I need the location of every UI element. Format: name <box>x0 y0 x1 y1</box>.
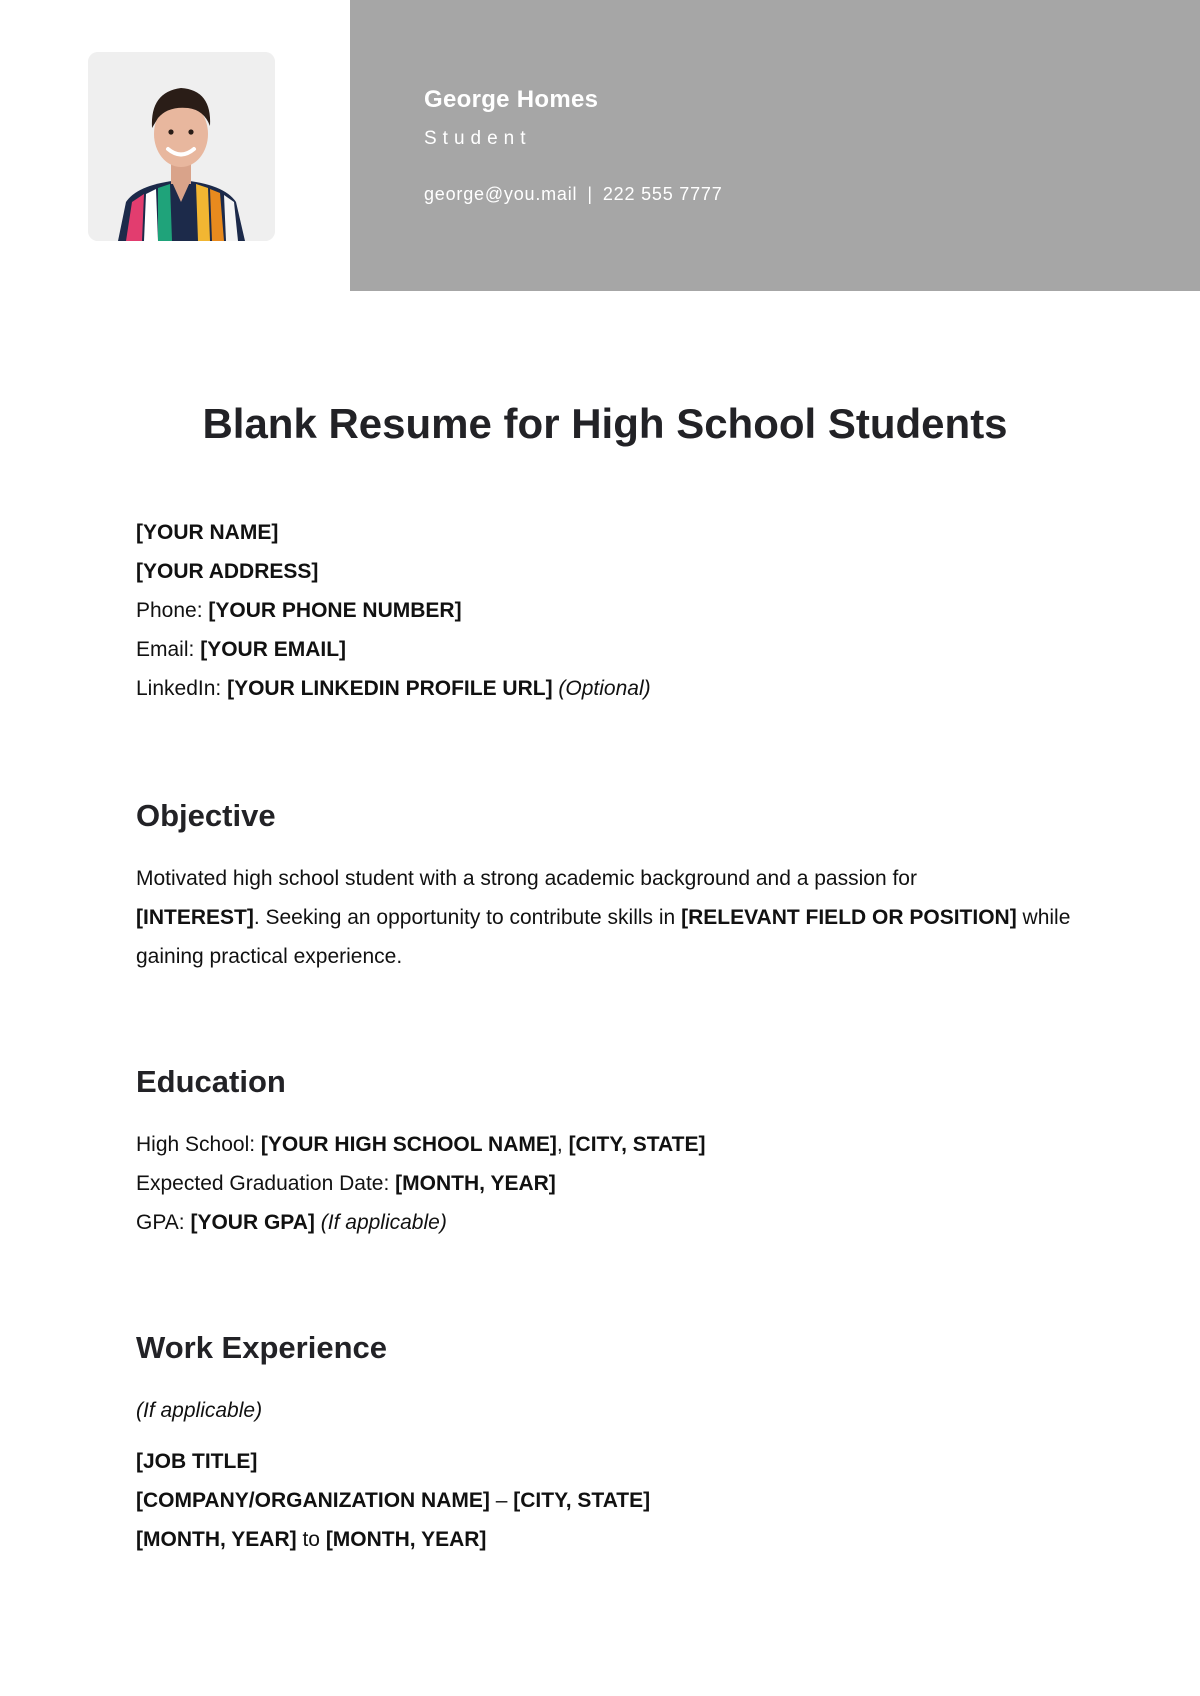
header-email[interactable]: george@you.mail <box>424 184 578 204</box>
contact-phone-label: Phone: <box>136 599 203 622</box>
work-company: [COMPANY/ORGANIZATION NAME] <box>136 1489 490 1512</box>
objective-paragraph <box>136 859 1076 976</box>
work-block <box>136 1391 1076 1559</box>
education-block <box>136 1125 1076 1242</box>
education-school-value: [YOUR HIGH SCHOOL NAME] <box>260 1133 557 1156</box>
work-job-title: [JOB TITLE] <box>136 1450 258 1473</box>
profile-photo-illustration <box>88 52 275 241</box>
education-gpa-note: (If applicable) <box>320 1211 447 1234</box>
education-grad-value: [MONTH, YEAR] <box>395 1172 556 1195</box>
objective-block <box>136 859 1076 976</box>
contact-phone-value: [YOUR PHONE NUMBER] <box>208 599 462 622</box>
education-grad-line <box>136 1164 1076 1203</box>
education-gpa-label: GPA: <box>136 1211 185 1234</box>
work-to: to <box>302 1528 320 1551</box>
header-separator: | <box>587 184 593 204</box>
work-dash: – <box>495 1489 508 1512</box>
education-school-line <box>136 1125 1076 1164</box>
contact-linkedin-note: (Optional) <box>558 677 651 700</box>
education-school-comma: , <box>556 1133 563 1156</box>
contact-name: [YOUR NAME] <box>136 521 279 544</box>
work-location: [CITY, STATE] <box>513 1489 651 1512</box>
contact-linkedin-line <box>136 669 1076 708</box>
header-contact <box>424 184 723 205</box>
contact-phone-line <box>136 591 1076 630</box>
contact-linkedin-label: LinkedIn: <box>136 677 222 700</box>
work-note: (If applicable) <box>136 1399 263 1422</box>
education-gpa-line <box>136 1203 1076 1242</box>
work-dates-line <box>136 1520 1076 1559</box>
education-gpa-value: [YOUR GPA] <box>190 1211 315 1234</box>
document-title: Blank Resume for High School Students <box>202 400 1008 447</box>
header-name: George Homes <box>424 86 599 113</box>
contact-linkedin-value: [YOUR LINKEDIN PROFILE URL] <box>227 677 553 700</box>
contact-email-line <box>136 630 1076 669</box>
work-end: [MONTH, YEAR] <box>325 1528 487 1551</box>
education-school-label: High School: <box>136 1133 256 1156</box>
objective-text-1: Motivated high school student with a strong academic background and a passion for <box>136 867 917 890</box>
education-grad-label: Expected Graduation Date: <box>136 1172 390 1195</box>
objective-text-2: . Seeking an opportunity to contribute skills in <box>253 906 676 929</box>
objective-field: [RELEVANT FIELD OR POSITION] <box>681 906 1017 929</box>
contact-email-label: Email: <box>136 638 195 661</box>
work-heading: Work Experience <box>136 1330 387 1365</box>
contact-address: [YOUR ADDRESS] <box>136 560 319 583</box>
education-heading: Education <box>136 1064 286 1099</box>
profile-photo <box>88 52 275 241</box>
objective-heading: Objective <box>136 798 276 833</box>
contact-email-value: [YOUR EMAIL] <box>200 638 347 661</box>
header-phone: 222 555 7777 <box>602 184 723 204</box>
work-company-line <box>136 1481 1076 1520</box>
objective-text-3: while gaining practical experience. <box>136 906 1071 968</box>
objective-interest: [INTEREST] <box>136 906 254 929</box>
header-role: Student <box>424 128 532 149</box>
education-school-location: [CITY, STATE] <box>568 1133 706 1156</box>
work-start: [MONTH, YEAR] <box>136 1528 297 1551</box>
contact-block <box>136 513 1076 708</box>
